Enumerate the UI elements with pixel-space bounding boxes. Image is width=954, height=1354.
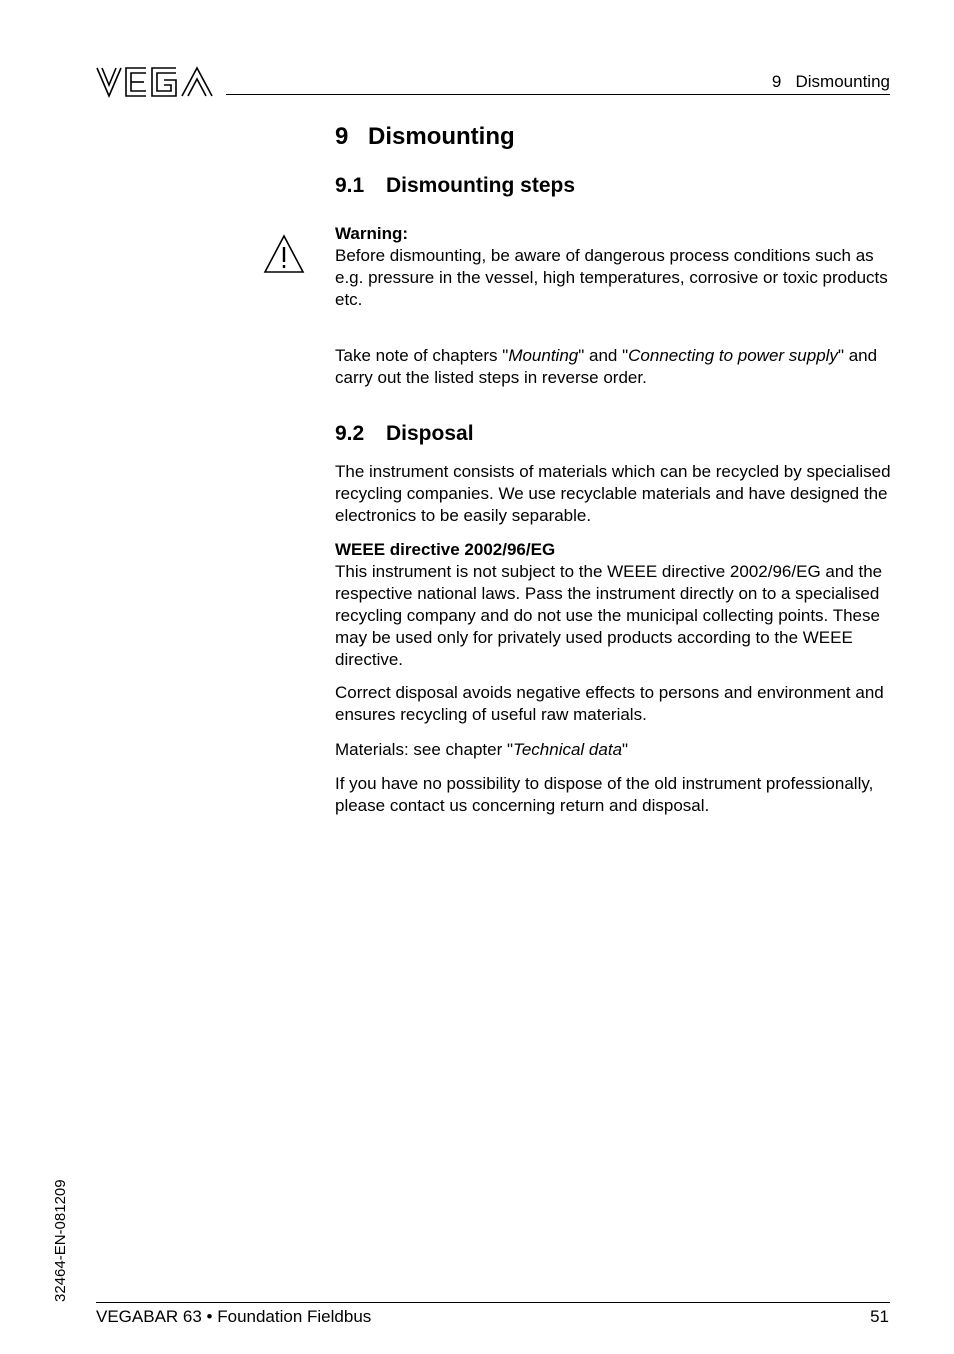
materials-prefix: Materials: see chapter " <box>335 740 514 759</box>
materials-suffix: " <box>622 740 629 759</box>
materials-note <box>335 739 893 761</box>
contact-note <box>335 773 893 817</box>
chapter-ref-mounting: Mounting <box>508 346 579 365</box>
correct-disposal-paragraph: Correct disposal avoids negative effects to persons and environment and ensures recycling of useful raw materials. <box>335 683 884 724</box>
section-heading-dismounting-steps <box>335 174 575 198</box>
section-number: 9.2 <box>335 422 365 445</box>
disposal-intro <box>335 461 893 527</box>
weee-block <box>335 539 893 671</box>
warning-label: Warning: <box>335 224 409 243</box>
chapter-heading <box>335 123 515 151</box>
dismount-note <box>335 345 893 389</box>
running-header: 9 Dismounting <box>771 72 890 91</box>
chapter-ref-technical-data: Technical data <box>513 740 623 759</box>
page-number: 51 <box>870 1307 889 1326</box>
warning-text: Before dismounting, be aware of dangerous process conditions such as e.g. pressure in the vessel, high temperatures, corrosive or toxic products etc. <box>335 246 888 309</box>
contact-paragraph: If you have no possibility to dispose of the old instrument professionally, please contact us concerning return and disposal. <box>335 774 874 815</box>
document-code: 32464-EN-081209 <box>52 1179 69 1302</box>
dismount-note-paragraph <box>335 345 893 389</box>
section-heading-disposal <box>335 422 474 446</box>
weee-label: WEEE directive 2002/96/EG <box>335 540 556 559</box>
chapter-number: 9 <box>335 123 349 150</box>
materials-paragraph <box>335 739 893 761</box>
warning-triangle-icon <box>262 233 306 275</box>
footer-product: VEGABAR 63 • Foundation Fieldbus <box>96 1307 372 1326</box>
note-text-3: " and carry out the listed steps in reverse order. <box>335 346 878 387</box>
section-number: 9.1 <box>335 174 365 197</box>
vega-logo <box>96 66 214 98</box>
chapter-ref-power-supply: Connecting to power supply <box>628 346 838 365</box>
warning-block <box>335 223 893 311</box>
note-text-2: " and " <box>578 346 629 365</box>
section-title: Disposal <box>386 422 474 445</box>
section-title: Dismounting steps <box>386 174 576 197</box>
note-text-1: Take note of chapters " <box>335 346 509 365</box>
weee-text: This instrument is not subject to the WEEE directive 2002/96/EG and the respective national laws. Pass the instrument directly on to a specialised recycling company and do not use the municipal collecting points. These may be used only for privately used products according to the WEEE directive. <box>335 562 883 669</box>
header-rule <box>226 94 890 95</box>
footer-rule <box>96 1302 890 1303</box>
disposal-intro-paragraph: The instrument consists of materials which can be recycled by specialised recycling companies. We use recyclable materials and have designed the electronics to be easily separable. <box>335 462 891 525</box>
chapter-title: Dismounting <box>368 123 515 150</box>
correct-disposal <box>335 682 893 726</box>
